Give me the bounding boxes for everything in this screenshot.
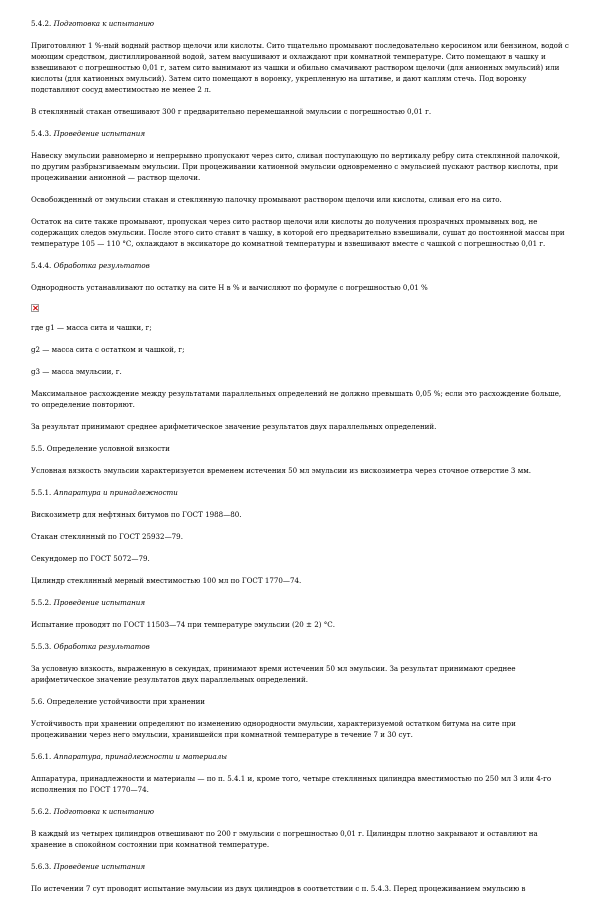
section-number: 5.4.3. (31, 129, 52, 138)
paragraph: Устойчивость при хранении определяют по изменению однородности эмульсии, характеризуемой остатком битума на сите при процеживании через него эмульсии, хранившейся при комнатной температуре в течение 7 и 30 сут. (31, 719, 516, 739)
paragraph: За результат принимают среднее арифметическое значение результатов двух параллельных определений. (31, 422, 437, 431)
paragraph: Стакан стеклянный по ГОСТ 25932—79. (31, 532, 183, 541)
section-title: Проведение испытания (53, 129, 146, 138)
paragraph: Приготовляют 1 %-ный водный раствор щелочи или кислоты. Сито тщательно промывают последовательно керосином или бензином, водой с моющим средством, дистиллированной водой, затем высушивают и охлаждают при комнатной температуре. Сито помещают в чашку и взвешивают с погрешностью 0,01 г, затем сито вынимают из чашки и обильно смачивают раствором щелочи (для анионных эмульсий) или кислоты (для катионных эмульсий). Затем сито помещают в воронку, укрепленную на штативе, и дают каплям стечь. Под воронку подставляют сосуд вместимостью не менее 2 л. (31, 41, 569, 94)
section-title: Аппаратура, принадлежности и материалы (53, 752, 228, 761)
section-title: Подготовка к испытанию (53, 19, 155, 28)
paragraph: За условную вязкость, выраженную в секундах, принимают время истечения 50 мл эмульсии. За результат принимают среднее арифметическое значение результатов двух параллельных определений. (31, 664, 516, 684)
paragraph: Навеску эмульсии равномерно и непрерывно пропускают через сито, сливая поступающую по вертикалу ребру сита стеклянной палочкой, по другим разбрызгиваемым эмульсии. При процеживании катионной эмульсии одновременно с эмульсией пускают раствор кислоты, при процеживании анионной — раствор щелочи. (31, 151, 561, 182)
section-number: 5.6.2. (31, 807, 52, 816)
paragraph: g2 — масса сита с остатком и чашкой, г; (31, 345, 185, 354)
section-number: 5.4.4. (31, 261, 52, 270)
section-title: Обработка результатов (53, 642, 150, 651)
section-title: Подготовка к испытанию (53, 807, 155, 816)
section-number: 5.5.2. (31, 598, 52, 607)
section-number: 5.6.1. (31, 752, 52, 761)
section-title: Аппаратура и принадлежности (53, 488, 178, 497)
section-heading (31, 260, 571, 271)
section-heading (31, 597, 571, 608)
section-heading (31, 806, 571, 817)
paragraph: Максимальное расхождение между результатами параллельных определений не должно превышать 0,05 %; если это расхождение больше, то определение повторяют. (31, 389, 562, 409)
paragraph: где g1 — масса сита и чашки, г; (31, 323, 152, 332)
section-title: Проведение испытания (53, 862, 146, 871)
section-heading (31, 751, 571, 762)
section-number: 5.5.3. (31, 642, 52, 651)
section-number: 5.6.3. (31, 862, 52, 871)
broken-image-icon (31, 304, 39, 312)
section-title: Обработка результатов (53, 261, 150, 270)
section-heading (31, 641, 571, 652)
section-heading (31, 128, 571, 139)
paragraph: Секундомер по ГОСТ 5072—79. (31, 554, 150, 563)
paragraph: Остаток на сите также промывают, пропуская через сито раствор щелочи или кислоты до получения прозрачных промывных вод, не содержащих следов эмульсии. После этого сито ставят в чашку, в которой его предварительно взвешивали, сушат до постоянной массы при температуре 105 — 110 °С, охлаждают в эксикаторе до комнатной температуры и взвешивают вместе с чашкой с погрешностью 0,01 г. (31, 217, 565, 248)
paragraph: В каждый из четырех цилиндров отвешивают по 200 г эмульсии с погрешностью 0,01 г. Цилиндры плотно закрывают и оставляют на хранение в спокойном состоянии при комнатной температуре. (31, 829, 538, 849)
section-heading (31, 487, 571, 498)
paragraph: 5.6. Определение устойчивости при хранении (31, 697, 206, 706)
paragraph: Аппаратура, принадлежности и материалы — по п. 5.4.1 и, кроме того, четыре стеклянных цилиндра вместимостью по 250 мл 3 или 4-го исполнения по ГОСТ 1770—74. (31, 774, 552, 794)
paragraph: Освобожденный от эмульсии стакан и стеклянную палочку промывают раствором щелочи или кислоты, сливая его на сито. (31, 195, 502, 204)
section-number: 5.5.1. (31, 488, 52, 497)
section-heading (31, 18, 571, 29)
paragraph: Цилиндр стеклянный мерный вместимостью 100 мл по ГОСТ 1770—74. (31, 576, 302, 585)
document-page (31, 18, 571, 905)
paragraph: 5.5. Определение условной вязкости (31, 444, 170, 453)
section-number: 5.4.2. (31, 19, 52, 28)
paragraph: Условная вязкость эмульсии характеризуется временем истечения 50 мл эмульсии из вискозиметра через сточное отверстие 3 мм. (31, 466, 531, 475)
paragraph: g3 — масса эмульсии, г. (31, 367, 122, 376)
section-heading (31, 861, 571, 872)
section-title: Проведение испытания (53, 598, 146, 607)
paragraph: Испытание проводят по ГОСТ 11503—74 при температуре эмульсии (20 ± 2) °С. (31, 620, 335, 629)
paragraph: Вискозиметр для нефтяных битумов по ГОСТ 1988—80. (31, 510, 242, 519)
paragraph: В стеклянный стакан отвешивают 300 г предварительно перемешанной эмульсии с погрешностью 0,01 г. (31, 107, 432, 116)
paragraph: Однородность устанавливают по остатку на сите Н в % и вычисляют по формуле с погрешностью 0,01 % (31, 283, 428, 292)
paragraph: По истечении 7 сут проводят испытание эмульсии из двух цилиндров в соответствии с п. 5.4.3. Перед процеживанием эмульсию в (31, 884, 526, 893)
